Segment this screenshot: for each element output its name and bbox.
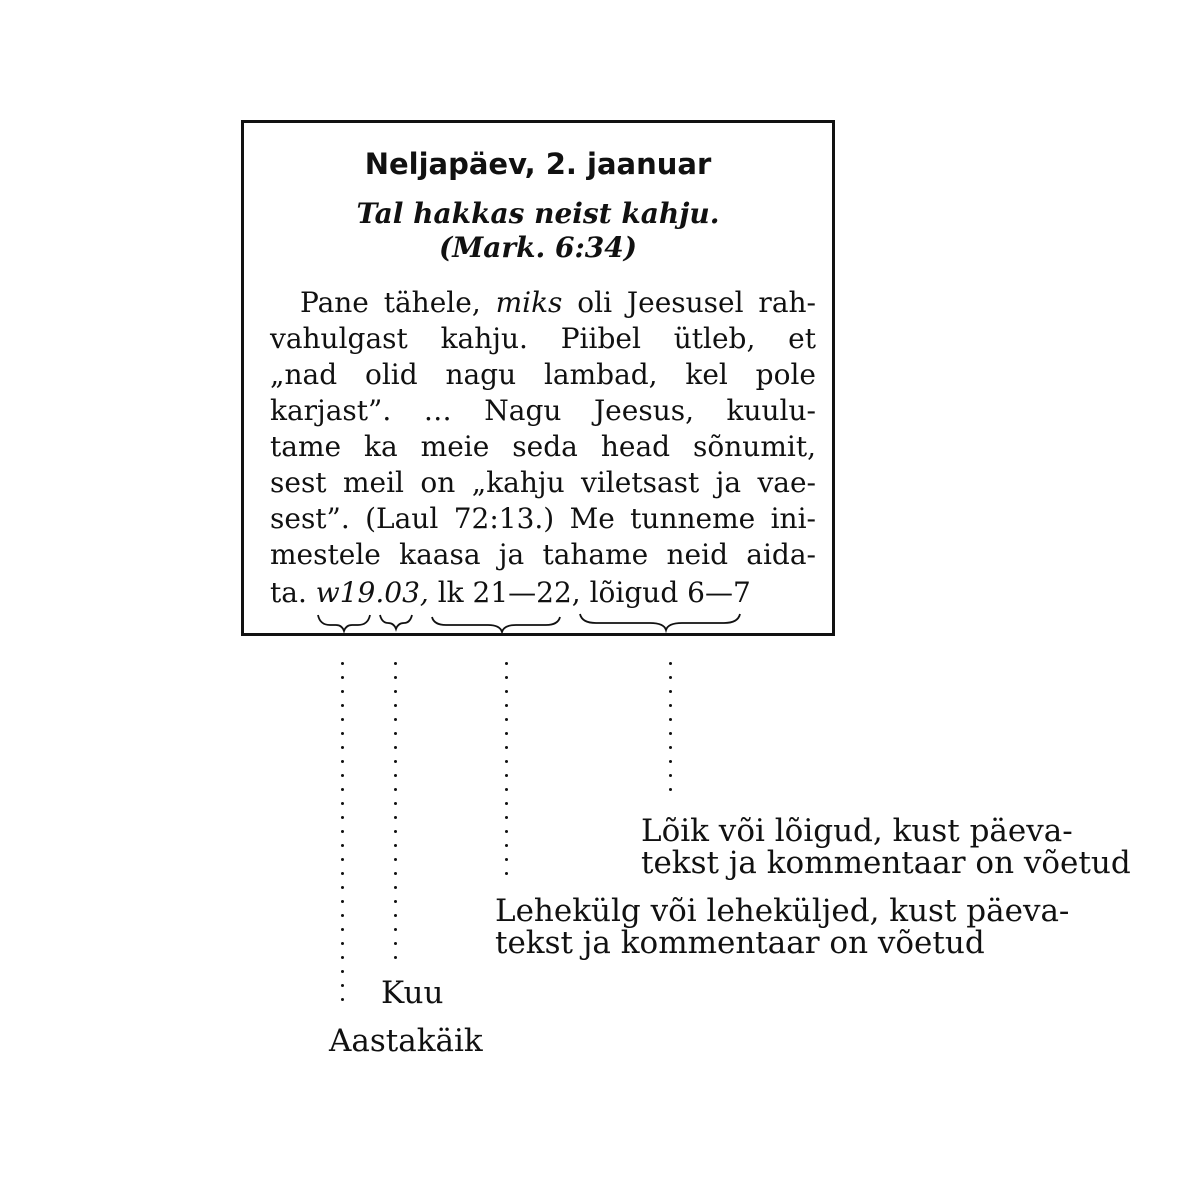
leader-dot-paragraph <box>669 704 672 707</box>
leader-dot-year <box>341 746 344 749</box>
verse-reference: (Mark. 6:34) <box>438 231 638 264</box>
leader-dot-page <box>505 802 508 805</box>
leader-dot-page <box>505 732 508 735</box>
leader-dot-year <box>341 676 344 679</box>
leader-dot-month <box>394 942 397 945</box>
leader-dot-page <box>505 704 508 707</box>
brace-month <box>380 615 412 629</box>
leader-dot-month <box>394 816 397 819</box>
brace-paragraph <box>580 614 740 630</box>
leader-dot-paragraph <box>669 662 672 665</box>
leader-dot-page <box>505 858 508 861</box>
leader-dot-month <box>394 760 397 763</box>
leader-dot-month <box>394 718 397 721</box>
leader-dot-paragraph <box>669 732 672 735</box>
leader-dot-month <box>394 676 397 679</box>
leader-dot-month <box>394 704 397 707</box>
leader-dot-year <box>341 718 344 721</box>
leader-dot-page <box>505 676 508 679</box>
verse-text: Tal hakkas neist kahju. <box>356 197 720 230</box>
leader-dot-year <box>341 914 344 917</box>
label-year: Aastakäik <box>329 1023 483 1059</box>
card-title: Neljapäev, 2. jaanuar <box>364 147 712 181</box>
body-line-9: ta. w19.03, lk 21—22, lõigud 6—7 <box>270 576 751 609</box>
label-page-line-1: Lehekülg või leheküljed, kust päeva- <box>495 893 1070 929</box>
leader-dot-paragraph <box>669 788 672 791</box>
leader-dot-month <box>394 788 397 791</box>
leader-dot-month <box>394 928 397 931</box>
leader-dot-year <box>341 704 344 707</box>
leader-dot-page <box>505 690 508 693</box>
body-line-8: mestele kaasa ja tahame neid aida- <box>270 538 816 571</box>
leader-dot-month <box>394 872 397 875</box>
leader-dot-year <box>341 872 344 875</box>
leader-dot-year <box>341 690 344 693</box>
ref-month: .03, <box>375 576 429 609</box>
leader-dot-month <box>394 844 397 847</box>
body-line-7: sest”. (Laul 72:13.) Me tunneme ini- <box>270 502 816 535</box>
leader-dot-month <box>394 662 397 665</box>
body-line-4: karjast”. … Nagu Jeesus, kuulu- <box>270 394 816 427</box>
leader-dot-year <box>341 900 344 903</box>
leader-dot-year <box>341 774 344 777</box>
leader-dot-page <box>505 830 508 833</box>
leader-dot-year <box>341 662 344 665</box>
leader-dot-year <box>341 928 344 931</box>
brace-page <box>432 617 560 632</box>
leader-dot-paragraph <box>669 746 672 749</box>
leader-dot-year <box>341 732 344 735</box>
leader-dot-month <box>394 914 397 917</box>
leader-dot-page <box>505 788 508 791</box>
body-line-3: „nad olid nagu lambad, kel pole <box>270 358 816 391</box>
leader-dot-paragraph <box>669 774 672 777</box>
ref-page: lk 21—22, <box>437 576 581 609</box>
label-paragraph-line-1: Lõik või lõigud, kust päeva- <box>641 813 1073 849</box>
leader-dot-month <box>394 858 397 861</box>
body-line-5: tame ka meie seda head sõnumit, <box>270 430 816 463</box>
leader-dot-page <box>505 746 508 749</box>
ref-year: w19 <box>315 576 376 609</box>
leader-dot-paragraph <box>669 690 672 693</box>
leader-dot-year <box>341 942 344 945</box>
label-paragraph-line-2: tekst ja kommentaar on võetud <box>641 845 1131 881</box>
ref-paragraph: lõigud 6—7 <box>589 576 751 609</box>
leader-dot-month <box>394 830 397 833</box>
leader-dot-page <box>505 760 508 763</box>
body-line-6: sest meil on „kahju viletsast ja vae- <box>270 466 816 499</box>
leader-dot-paragraph <box>669 676 672 679</box>
leader-dot-page <box>505 844 508 847</box>
leader-dot-year <box>341 816 344 819</box>
leader-dot-page <box>505 662 508 665</box>
brace-year <box>318 615 370 631</box>
leader-dot-year <box>341 984 344 987</box>
leader-dot-year <box>341 844 344 847</box>
leader-dot-year <box>341 886 344 889</box>
leader-dot-year <box>341 956 344 959</box>
leader-dot-month <box>394 802 397 805</box>
leader-dot-year <box>341 802 344 805</box>
leader-dot-year <box>341 970 344 973</box>
leader-dot-page <box>505 816 508 819</box>
leader-dot-year <box>341 830 344 833</box>
leader-dot-month <box>394 690 397 693</box>
leader-dot-page <box>505 872 508 875</box>
leader-dot-paragraph <box>669 760 672 763</box>
leader-dot-month <box>394 956 397 959</box>
label-page-line-2: tekst ja kommentaar on võetud <box>495 925 985 961</box>
leader-dot-page <box>505 718 508 721</box>
leader-dot-paragraph <box>669 718 672 721</box>
leader-dot-month <box>394 886 397 889</box>
leader-dot-year <box>341 760 344 763</box>
body-line-1: Pane tähele, miks oli Jeesusel rah- <box>300 286 817 319</box>
leader-dot-month <box>394 900 397 903</box>
label-month: Kuu <box>381 975 444 1011</box>
leader-dot-year <box>341 788 344 791</box>
leader-dot-year <box>341 998 344 1001</box>
leader-dot-month <box>394 774 397 777</box>
leader-dot-month <box>394 746 397 749</box>
body-line-2: vahulgast kahju. Piibel ütleb, et <box>270 322 816 355</box>
leader-dot-page <box>505 774 508 777</box>
leader-dot-year <box>341 858 344 861</box>
leader-dot-month <box>394 732 397 735</box>
